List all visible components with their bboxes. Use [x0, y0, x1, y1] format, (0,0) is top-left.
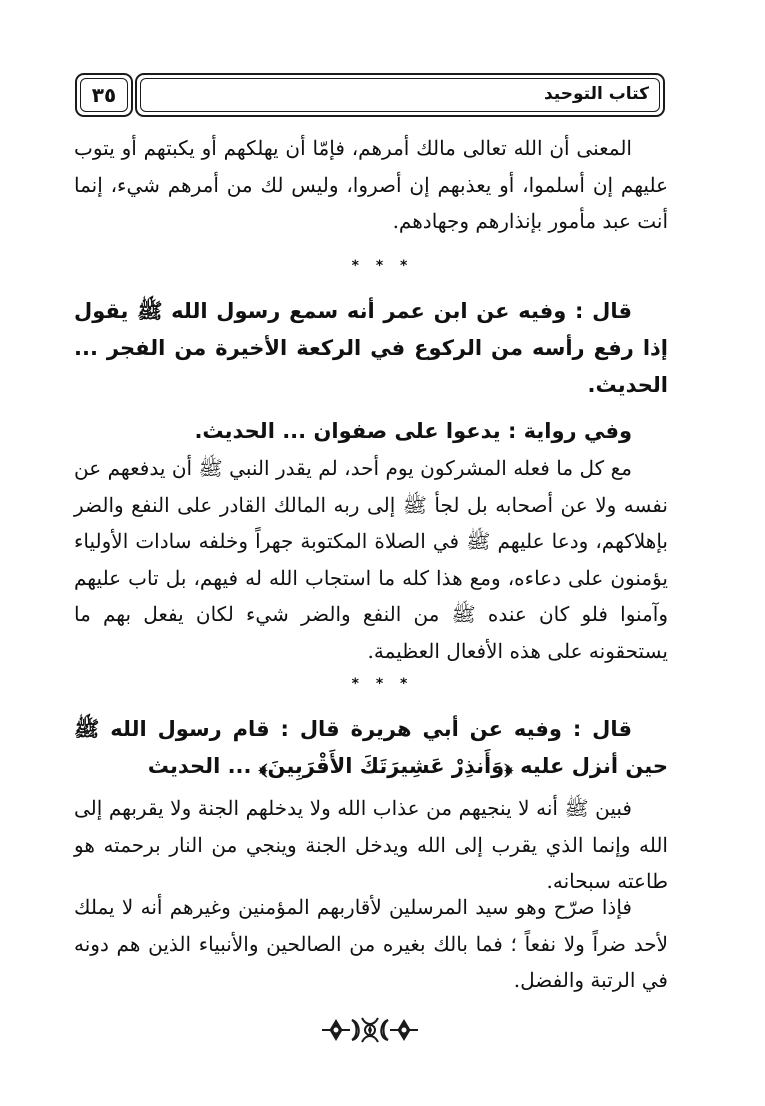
section-separator: * * *: [351, 258, 414, 274]
hadith-narration-safwan: وفي رواية : يدعوا على صفوان ... الحديث.: [194, 419, 632, 443]
paragraph-commentary-4: فإذا صرّح وهو سيد المرسلين لأقاربهم المؤمنين وغيرهم أنه لا يملك لأحد ضراً ولا نفعاً ؛ فما بالك بغيره من الصالحين والأنبياء الذين هم دونه في الرتبة والفضل.: [74, 895, 668, 992]
paragraph-commentary-1: المعنى أن الله تعالى مالك أمرهم، فإمّا أن يهلكهم أو يكبتهم أو يتوب عليهم إن أسلموا، أو يعذبهم إن أصروا، وليس لك من أمرهم شيء، إنما أنت عبد مأمور بإنذارهم وجهادهم.: [74, 136, 668, 233]
paragraph-commentary-3: فبين ﷺ أنه لا ينجيهم من عذاب الله ولا يدخلهم الجنة ولا يقربهم إلى الله وإنما الذي يقرب إلى الله ويدخل الجنة وينجي من النار برحمته هو طاعته سبحانه.: [74, 796, 668, 893]
paragraph-commentary-2: مع كل ما فعله المشركون يوم أحد، لم يقدر النبي ﷺ أن يدفعهم عن نفسه ولا عن أصحابه بل لجأ ﷺ إلى ربه المالك القادر على النفع والضر بإهلاكهم، ودعا عليهم ﷺ في الصلاة المكتوبة جهراً وخلفه سادات الأولياء يؤمنون على دعاءه، ومع هذا كله ما استجاب الله له فيهم، بل تاب عليهم وآمنوا فلو كان عنده ﷺ من النفع والضر شيء لكان يفعل بهم ما يستحقونه على هذه الأفعال العظيمة.: [74, 456, 668, 663]
hadith-abu-hurayra: قال : وفيه عن أبي هريرة قال : قام رسول الله ﷺ حين أنزل عليه ﴿وَأَنذِرْ عَشِيرَتَكَ الأَقْرَبِينَ﴾ ... الحديث: [74, 717, 668, 778]
running-header: [135, 73, 665, 117]
page-number: ٣٥: [91, 83, 117, 107]
hadith-ibn-umar: قال : وفيه عن ابن عمر أنه سمع رسول الله ﷺ يقول إذا رفع رأسه من الركوع في الركعة الأخيرة من الفجر ... الحديث.: [74, 299, 668, 397]
page-number-box: [75, 73, 133, 117]
book-title: كتاب التوحيد: [543, 84, 649, 104]
section-separator: * * *: [351, 676, 414, 692]
floral-ornament-icon: [318, 1012, 422, 1048]
